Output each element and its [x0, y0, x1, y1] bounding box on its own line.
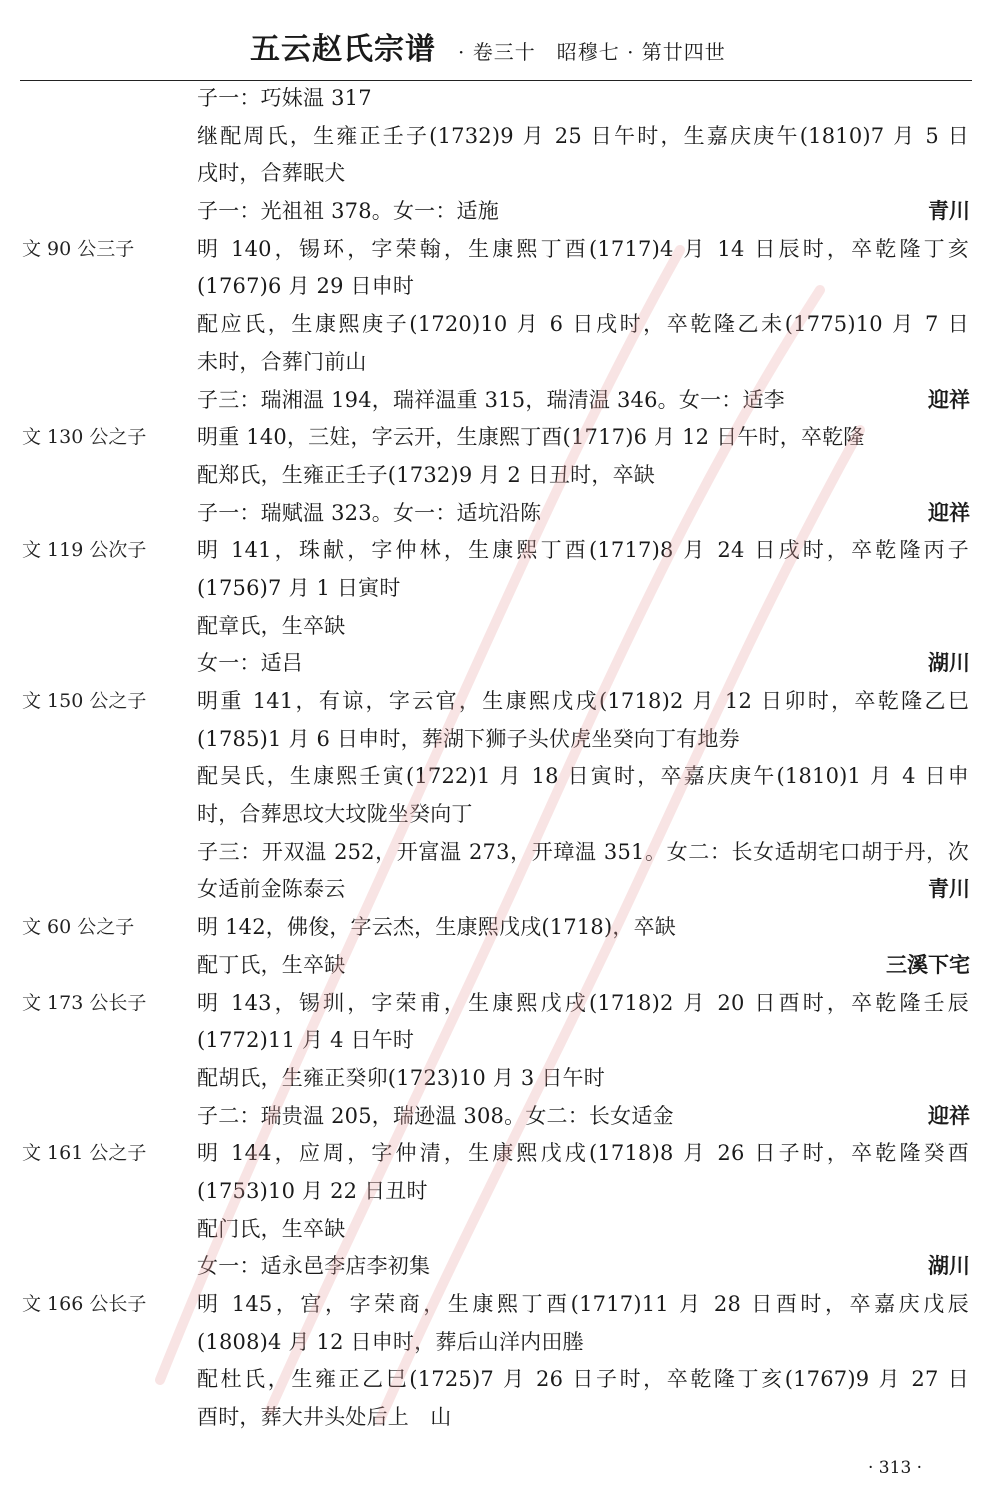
entry-line [0, 1248, 992, 1286]
entry-text: 子一：巧妹温 317 [197, 86, 372, 110]
entry-text: (1753)10 月 22 日丑时 [197, 1178, 428, 1203]
place-label: 青川 [928, 199, 970, 224]
place-label: 迎祥 [928, 387, 970, 412]
entry-line [0, 1098, 992, 1136]
entry-line [0, 306, 992, 344]
entry-line [0, 231, 992, 269]
entry-text: 配应氏，生康熙庚子(1720)10 月 6 日戌时，卒乾隆乙未(1775)10 月 7 日 [197, 312, 969, 337]
entry-line [0, 1399, 992, 1437]
entry-text: 女适前金陈泰云 [197, 877, 346, 902]
entry-line [0, 796, 992, 834]
relation-label: 文 166 公长子 [22, 1293, 147, 1315]
place-label: 青川 [928, 877, 970, 902]
entry-line [0, 118, 992, 156]
place-label: 迎祥 [928, 1103, 970, 1128]
entry-line [0, 80, 992, 118]
header-subtitle: · 卷三十 昭穆七 · 第廿四世 [458, 40, 726, 64]
entry-line [0, 645, 992, 683]
relation-label: 文 150 公之子 [22, 690, 147, 712]
entry-text: 女一：适永邑李店李初集 [197, 1254, 431, 1279]
relation-label: 文 119 公次子 [22, 539, 147, 562]
relation-label: 文 173 公长子 [22, 991, 147, 1014]
page-header [0, 18, 992, 67]
entry-line [0, 1135, 992, 1173]
entry-line [0, 457, 992, 495]
entry-line [0, 268, 992, 306]
entry-line [0, 909, 992, 947]
entry-line [0, 1022, 992, 1060]
place-label: 三溪下宅 [886, 952, 970, 977]
entry-line [0, 947, 992, 985]
entry-line [0, 495, 992, 533]
entry-line [0, 193, 992, 231]
entry-text: 戌时，合葬眠犬 [197, 161, 346, 186]
entry-text: (1767)6 月 29 日申时 [197, 274, 415, 299]
entry-text: 明 143，锡玔，字荣甫，生康熙戊戌(1718)2 月 20 日酉时，卒乾隆壬辰 [197, 990, 969, 1015]
entry-line [0, 1361, 992, 1399]
entry-text: 子三：瑞湘温 194，瑞祥温重 315，瑞清温 346。女一：适李 [197, 387, 785, 412]
entry-line [0, 1211, 992, 1249]
entry-text: 子一：光祖祖 378。女一：适施 [197, 199, 499, 224]
relation-label: 文 60 公之子 [22, 916, 135, 939]
entry-line [0, 871, 992, 909]
entry-line [0, 382, 992, 420]
entry-text: 明重 141，有谅，字云官，生康熙戊戌(1718)2 月 12 日卯时，卒乾隆乙巳 [197, 689, 969, 713]
header-title: 五云赵氏宗谱 [250, 32, 436, 67]
entry-text: 明 141，珠献，字仲林，生康熙丁酉(1717)8 月 24 日戌时，卒乾隆丙子 [197, 538, 969, 563]
entry-line [0, 1286, 992, 1324]
entry-line [0, 1060, 992, 1098]
page-number: · 313 · [868, 1458, 923, 1478]
place-label: 湖川 [928, 651, 970, 676]
entry-text: 女一：适吕 [197, 651, 303, 676]
entry-text: 配门氏，生卒缺 [197, 1216, 346, 1241]
place-label: 湖川 [928, 1254, 970, 1279]
entry-text: 明 140，锡环，字荣翰，生康熙丁酉(1717)4 月 14 日辰时，卒乾隆丁亥 [197, 236, 969, 261]
entry-text: 未时，合葬门前山 [197, 349, 367, 374]
entry-text: 配章氏，生卒缺 [197, 613, 346, 638]
entry-text: 明 145，宫，字荣商，生康熙丁酉(1717)11 月 28 日酉时，卒嘉庆戊辰 [197, 1292, 969, 1316]
entry-line [0, 344, 992, 382]
place-label: 迎祥 [928, 500, 970, 525]
entry-line [0, 155, 992, 193]
entry-line [0, 834, 992, 872]
entry-line [0, 985, 992, 1023]
entry-text: (1808)4 月 12 日申时，葬后山洋内田塍 [197, 1329, 584, 1354]
relation-label: 文 130 公之子 [22, 426, 147, 449]
entry-line [0, 419, 992, 457]
entry-text: 配郑氏，生雍正壬子(1732)9 月 2 日丑时，卒缺 [197, 462, 655, 487]
entry-line [0, 721, 992, 759]
entry-line [0, 758, 992, 796]
entry-text: 明重 140，三妵，字云开，生康熙丁酉(1717)6 月 12 日午时，卒乾隆 [197, 425, 865, 450]
entry-text: 子三：开双温 252，开富温 273，开璋温 351。女二：长女适胡宅口胡于丹，次 [197, 839, 969, 864]
entry-text: 时，合葬思坟大坟陇坐癸向丁 [197, 802, 473, 827]
entry-line [0, 1173, 992, 1211]
entry-text: 明 142，佛俊，字云杰，生康熙戊戌(1718)，卒缺 [197, 915, 676, 940]
entry-text: (1756)7 月 1 日寅时 [197, 575, 401, 600]
entry-text: 子二：瑞贵温 205，瑞逊温 308。女二：长女适金 [197, 1103, 674, 1128]
entry-line [0, 608, 992, 646]
entry-text: 子一：瑞赋温 323。女一：适坑沿陈 [197, 500, 542, 525]
entry-text: 酉时，葬大井头处后上 山 [197, 1405, 452, 1430]
entry-text: (1785)1 月 6 日申时，葬湖下狮子头伏虎坐癸向丁有地券 [197, 726, 740, 751]
entry-line [0, 1324, 992, 1362]
entry-text: 配丁氏，生卒缺 [197, 952, 346, 977]
entry-line [0, 532, 992, 570]
entry-line [0, 683, 992, 721]
relation-label: 文 90 公三子 [22, 237, 135, 260]
entry-line [0, 570, 992, 608]
genealogy-entries [0, 80, 992, 1437]
entry-text: 配吴氏，生康熙壬寅(1722)1 月 18 日寅时，卒嘉庆庚午(1810)1 月 4 日申 [197, 764, 969, 789]
entry-text: (1772)11 月 4 日午时 [197, 1028, 415, 1053]
entry-text: 继配周氏，生雍正壬子(1732)9 月 25 日午时，生嘉庆庚午(1810)7 月 5 日 [197, 123, 969, 148]
entry-text: 明 144，应周，字仲清，生康熙戊戌(1718)8 月 26 日子时，卒乾隆癸酉 [197, 1141, 969, 1166]
entry-text: 配杜氏，生雍正乙巳(1725)7 月 26 日子时，卒乾隆丁亥(1767)9 月 27 日 [197, 1367, 969, 1392]
relation-label: 文 161 公之子 [22, 1142, 147, 1165]
entry-text: 配胡氏，生雍正癸卯(1723)10 月 3 日午时 [197, 1065, 605, 1090]
